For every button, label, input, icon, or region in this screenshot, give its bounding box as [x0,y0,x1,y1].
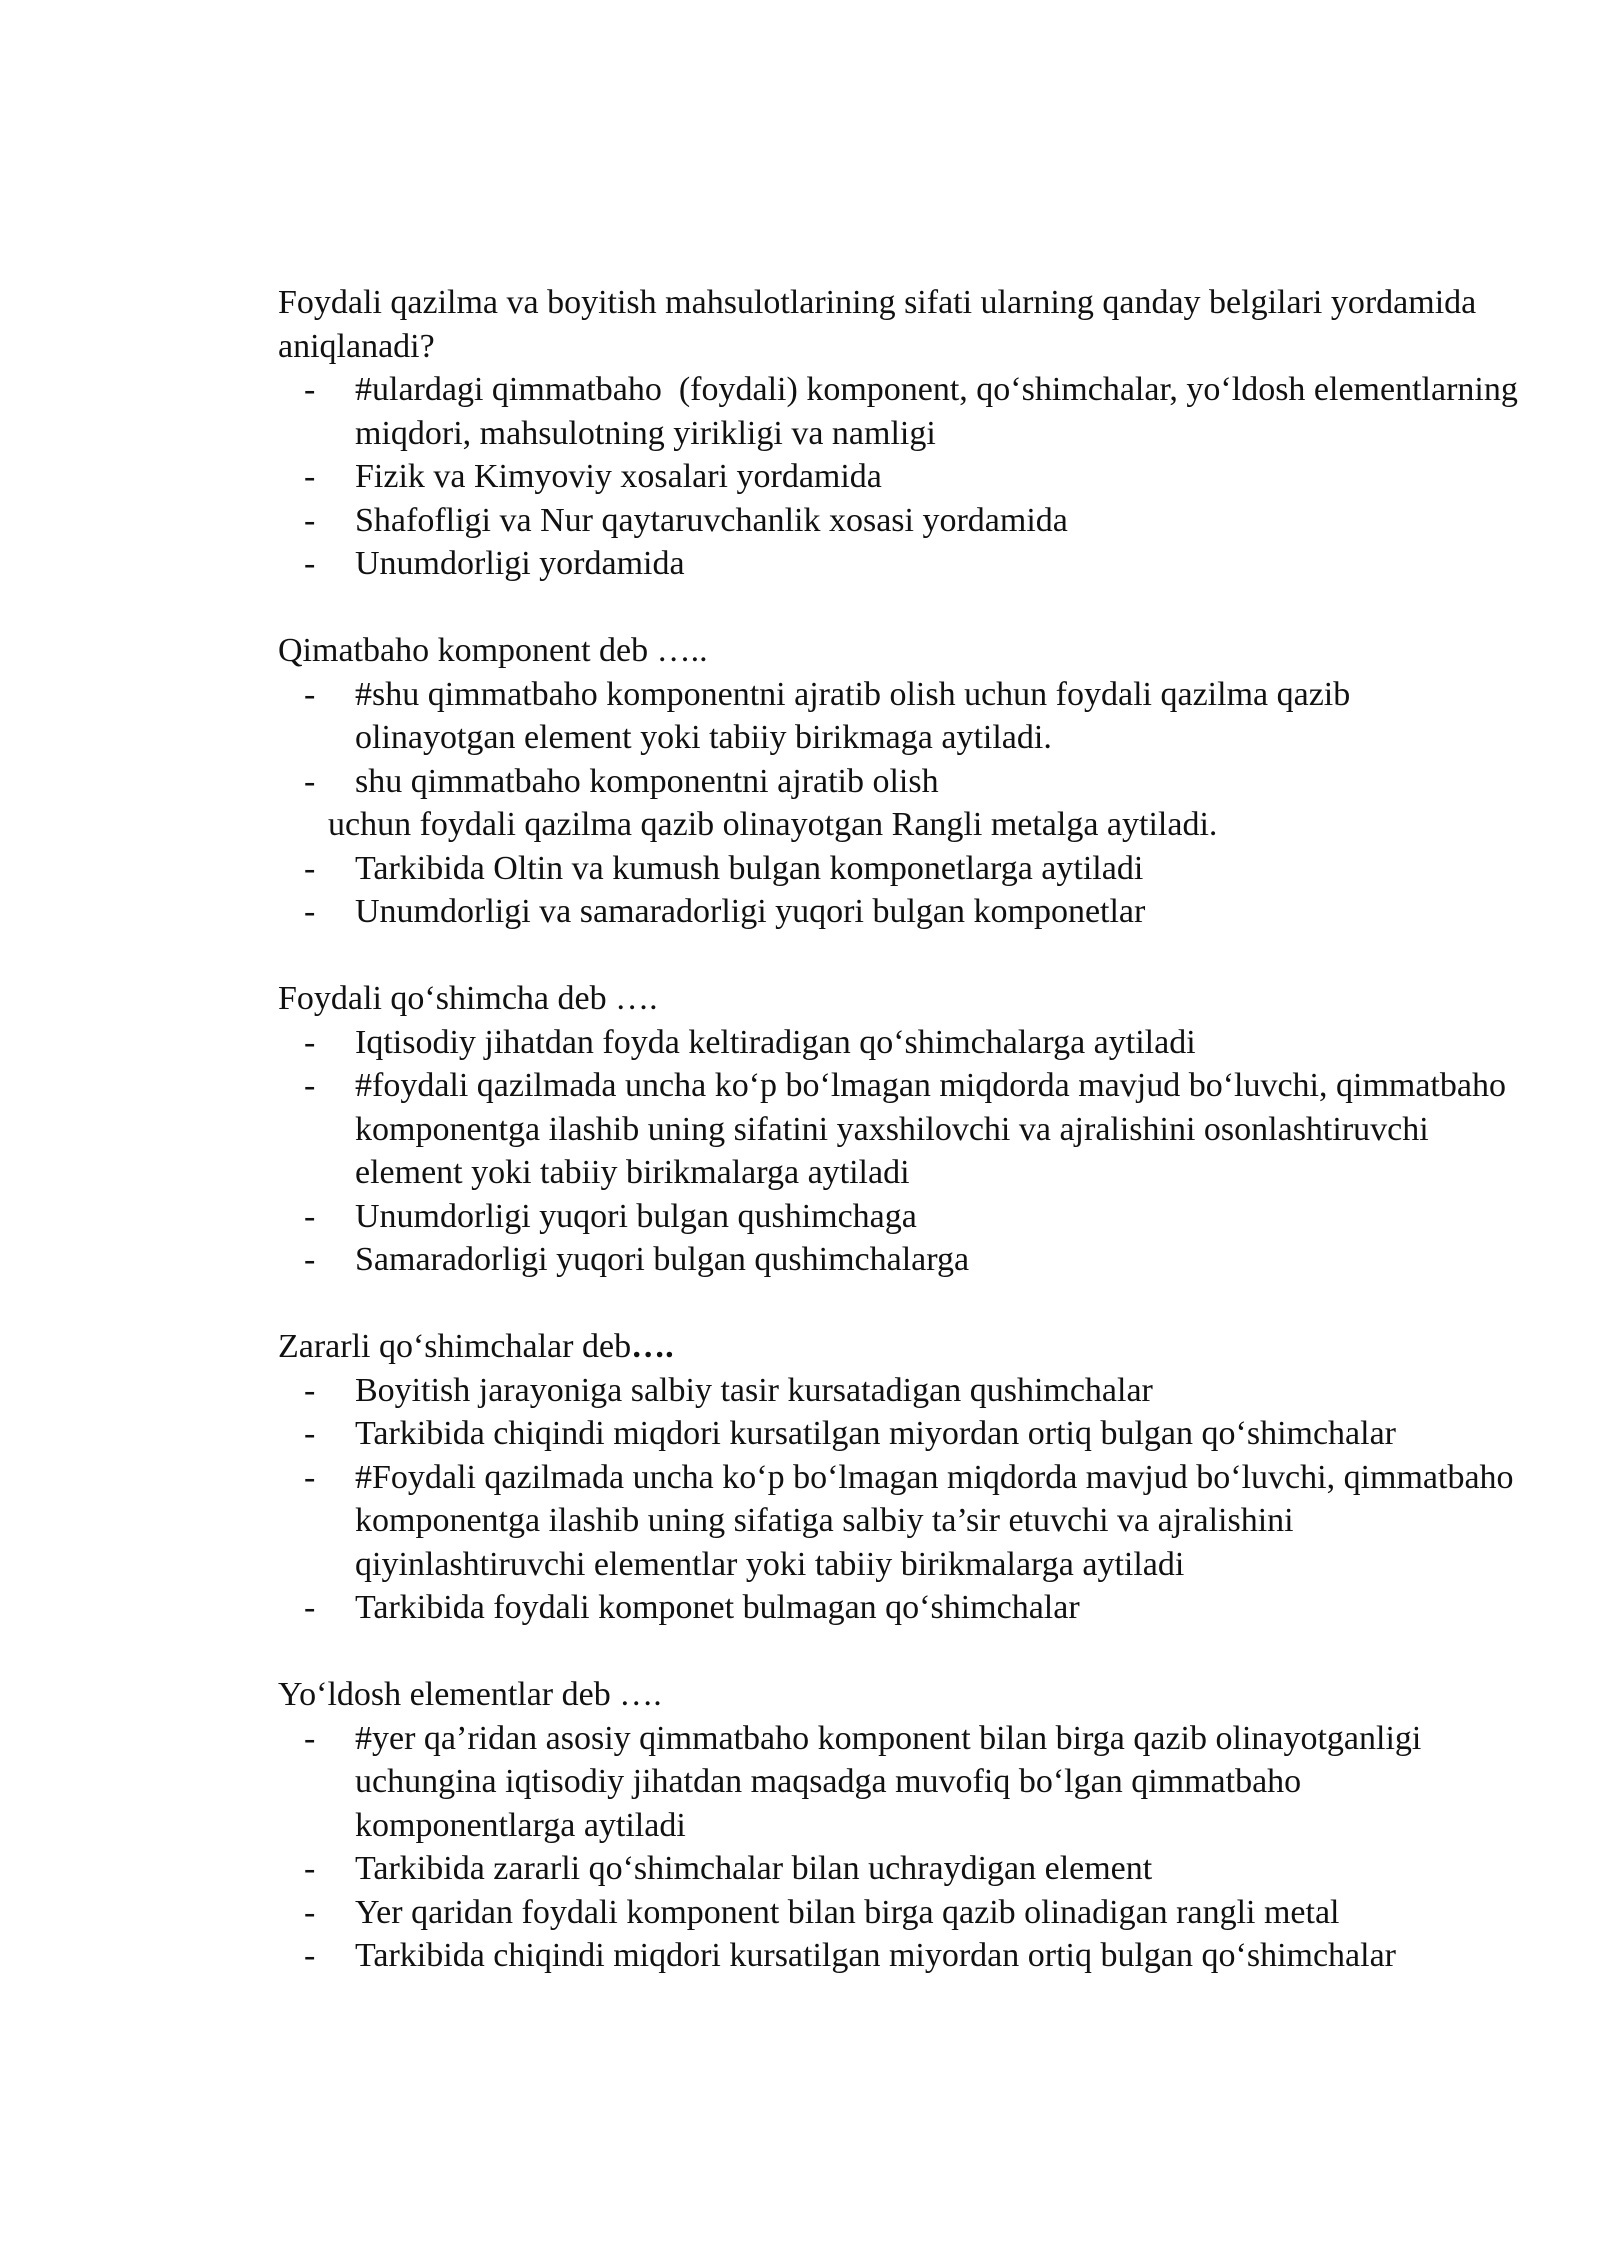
answer-option [278,1847,1518,1891]
answer-text: #shu qimmatbaho komponentni ajratib olish uchun foydali qazilma qazib olinayotgan element yoki tabiiy birikmaga aytiladi. [355,675,1359,756]
answer-option [278,368,1527,455]
answer-option [278,1021,1518,1065]
block-spacer [278,934,1518,978]
answer-option [278,455,1518,499]
block-spacer [278,586,1518,630]
dash-bullet: - [304,1589,316,1626]
dash-bullet: - [304,1937,316,1974]
question-label: Foydali qo‘shimcha deb …. [278,980,658,1017]
answer-option [278,542,1518,586]
answer-option [278,1934,1518,1978]
answer-option [278,1891,1518,1935]
question-text [278,977,1518,1021]
answer-option [278,847,1518,891]
answer-option [278,1238,1518,1282]
answer-option [278,1456,1523,1587]
answer-option [278,1195,1518,1239]
answer-text: Fizik va Kimyoviy xosalari yordamida [355,458,882,495]
question-label: Zararli qo‘shimchalar deb [278,1328,632,1365]
dash-bullet: - [304,1415,316,1452]
answer-continuation: uchun foydali qazilma qazib olinayotgan Rangli metalga aytiladi. [328,806,1218,843]
answer-text: Samaradorligi yuqori bulgan qushimchalarga [355,1241,970,1278]
answer-list [278,1717,1518,1978]
answer-option [278,1717,1518,1848]
dash-bullet: - [304,1241,316,1278]
answer-list [278,1021,1518,1282]
question-block [278,629,1518,934]
dash-bullet: - [304,1067,316,1104]
dash-bullet: - [304,458,316,495]
question-text [278,1673,1518,1717]
block-spacer [278,1282,1518,1326]
answer-text: #yer qa’ridan asosiy qimmatbaho komponent bilan birga qazib olinayotganligi uchungina iqtisodiy jihatdan maqsadga muvofiq bo‘lgan qimmatbaho komponentlarga aytiladi [355,1719,1430,1844]
question-label: Qimatbaho komponent deb ….. [278,632,708,669]
dash-bullet: - [304,762,316,800]
question-block [278,281,1527,586]
answer-text: shu qimmatbaho komponentni ajratib olish [355,762,939,800]
answer-text: Yer qaridan foydali komponent bilan birga qazib olinadigan rangli metal [355,1893,1340,1931]
answer-text: Shafofligi va Nur qaytaruvchanlik xosasi yordamida [355,501,1068,539]
answer-text: Unumdorligi va samaradorligi yuqori bulgan komponetlar [355,893,1146,930]
answer-text: Iqtisodiy jihatdan foyda keltiradigan qo‘shimchalarga aytiladi [355,1023,1196,1061]
answer-text: Tarkibida foydali komponet bulmagan qo‘shimchalar [355,1589,1080,1626]
answer-text: Tarkibida zararli qo‘shimchalar bilan uchraydigan element [355,1850,1153,1887]
answer-option [278,499,1518,543]
dash-bullet: - [304,1719,316,1757]
question-label: Foydali qazilma va boyitish mahsulotlarining sifati ularning qanday belgilari yordamida aniqlanadi? [278,284,1485,365]
dash-bullet: - [304,893,316,930]
answer-option [278,1064,1518,1195]
question-suffix: …. [631,1328,674,1365]
answer-text: #ulardagi qimmatbaho (foydali) komponent, qo‘shimchalar, yo‘ldosh elementlarning miqdori, mahsulotning yirikligi va namligi [355,371,1527,452]
answer-text: Tarkibida chiqindi miqdori kursatilgan miyordan ortiq bulgan qo‘shimchalar [355,1415,1397,1452]
answer-text: Unumdorligi yordamida [355,545,685,582]
answer-list [278,368,1527,586]
dash-bullet: - [304,1850,316,1887]
document-content [278,281,1527,1978]
answer-text: #Foydali qazilmada uncha ko‘p bo‘lmagan miqdorda mavjud bo‘luvchi, qimmatbaho komponentga ilashib uning sifatiga salbiy ta’sir etuvchi va ajralishini qiyinlashtiruvchi elementlar yoki tabiiy birikmalarga aytiladi [355,1458,1523,1583]
dash-bullet: - [304,849,316,887]
question-text [278,281,1518,368]
dash-bullet: - [304,501,316,539]
question-label: Yo‘ldosh elementlar deb …. [278,1676,662,1713]
question-block [278,1325,1523,1630]
answer-option [278,890,1518,934]
dash-bullet: - [304,1371,316,1409]
answer-text: Tarkibida Oltin va kumush bulgan komponetlarga aytiladi [355,849,1144,887]
dash-bullet: - [304,1023,316,1061]
answer-option [278,1586,1518,1630]
answer-option [278,760,1518,847]
answer-option [278,1412,1518,1456]
question-block [278,977,1518,1282]
answer-text: Unumdorligi yuqori bulgan qushimchaga [355,1197,917,1235]
dash-bullet: - [304,545,316,582]
dash-bullet: - [304,371,316,408]
answer-option [278,1369,1518,1413]
dash-bullet: - [304,675,316,713]
question-text [278,629,1518,673]
answer-text: Boyitish jarayoniga salbiy tasir kursatadigan qushimchalar [355,1371,1153,1409]
question-text [278,1325,1518,1369]
answer-option [278,673,1518,760]
answer-text: Tarkibida chiqindi miqdori kursatilgan miyordan ortiq bulgan qo‘shimchalar [355,1937,1397,1974]
answer-list [278,1369,1523,1630]
question-block [278,1673,1518,1978]
answer-text: #foydali qazilmada uncha ko‘p bo‘lmagan miqdorda mavjud bo‘luvchi, qimmatbaho komponentga ilashib uning sifatini yaxshilovchi va ajralishini osonlashtiruvchi element yoki tabiiy birikmalarga aytiladi [355,1067,1515,1191]
block-spacer [278,1630,1518,1674]
dash-bullet: - [304,1458,316,1496]
answer-list [278,673,1518,934]
dash-bullet: - [304,1197,316,1235]
dash-bullet: - [304,1893,316,1931]
